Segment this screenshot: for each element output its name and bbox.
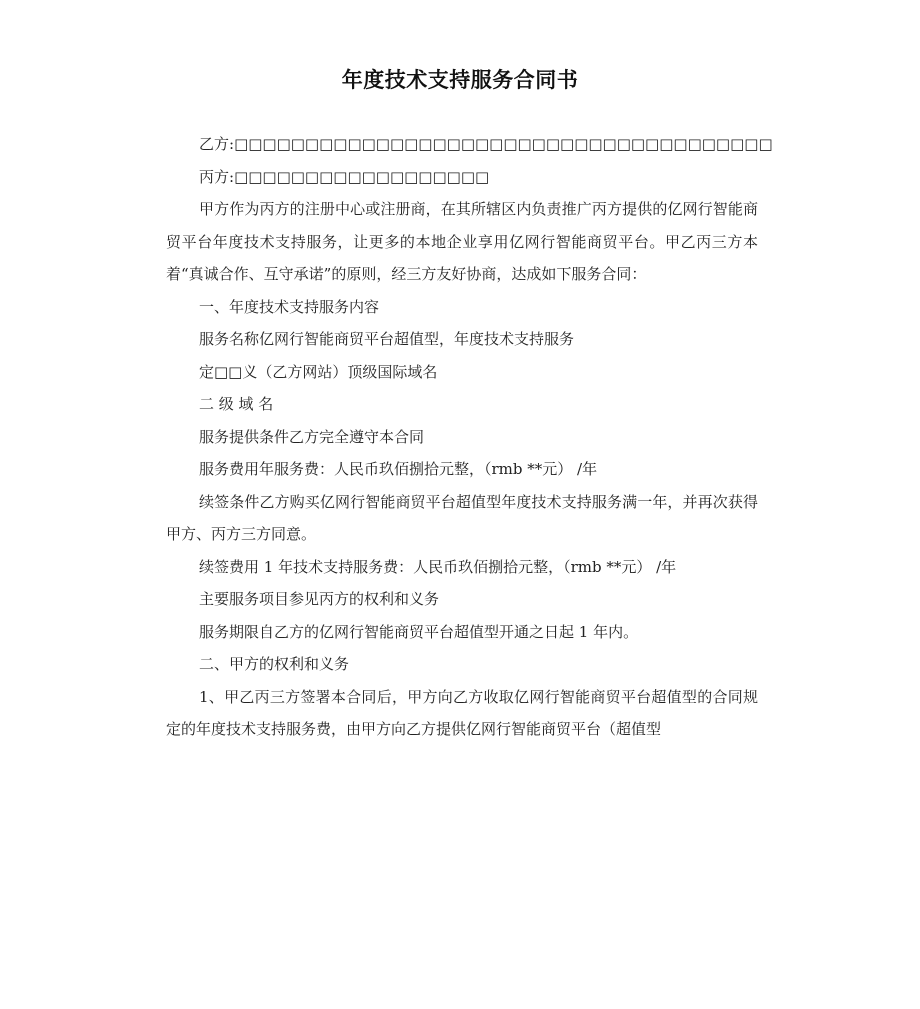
service-fee-line: 服务费用年服务费：人民币玖佰捌拾元整，（rmb **元） /年 xyxy=(199,460,598,478)
main-items-line: 主要服务项目参见丙方的权利和义务 xyxy=(199,590,440,608)
party-yi-line xyxy=(166,128,773,161)
section-2-heading: 二、甲方的权利和义务 xyxy=(199,655,350,673)
service-condition-line: 服务提供条件乙方完全遵守本合同 xyxy=(199,427,425,446)
clause-1-paragraph: 1、甲乙丙三方签署本合同后，甲方向乙方收取亿网行智能商贸平台超值型的合同规定的年度技术支持服务费，由甲方向乙方提供亿网行智能商贸平台（超值型 xyxy=(166,687,758,738)
domain-line: 定□□义（乙方网站）顶级国际域名 xyxy=(199,362,438,381)
party-bing-line xyxy=(166,161,758,194)
renewal-fee-line: 续签费用 1 年技术支持服务费：人民币玖佰捌拾元整，（rmb **元） /年 xyxy=(199,557,677,576)
service-period-line: 服务期限自乙方的亿网行智能商贸平台超值型开通之日起 1 年内。 xyxy=(199,622,639,641)
document-body xyxy=(166,128,773,746)
intro-paragraph: 甲方作为丙方的注册中心或注册商，在其所辖区内负责推广丙方提供的亿网行智能商贸平台年度技术支持服务，让更多的本地企业享用亿网行智能商贸平台。甲乙丙三方本着“真诚合作、互守承诺”的原则，经三方友好协商，达成如下服务合同： xyxy=(166,200,758,283)
party-yi-label: 乙方: xyxy=(199,135,235,153)
second-level-domain-line: 二 级 域 名 xyxy=(199,395,274,413)
party-yi-value: □□□□□□□□□□□□□□□□□□□□□□□□□□□□□□□□□□□□□□ xyxy=(234,135,773,153)
renewal-condition-paragraph: 续签条件乙方购买亿网行智能商贸平台超值型年度技术支持服务满一年，并再次获得甲方、丙方三方同意。 xyxy=(166,492,758,543)
document-title: 年度技术支持服务合同书 xyxy=(341,68,579,92)
section-1-heading: 一、年度技术支持服务内容 xyxy=(199,297,380,316)
party-bing-value: □□□□□□□□□□□□□□□□□□ xyxy=(234,167,490,186)
service-name-line: 服务名称亿网行智能商贸平台超值型，年度技术支持服务 xyxy=(199,330,575,348)
party-bing-label: 丙方: xyxy=(199,167,235,186)
